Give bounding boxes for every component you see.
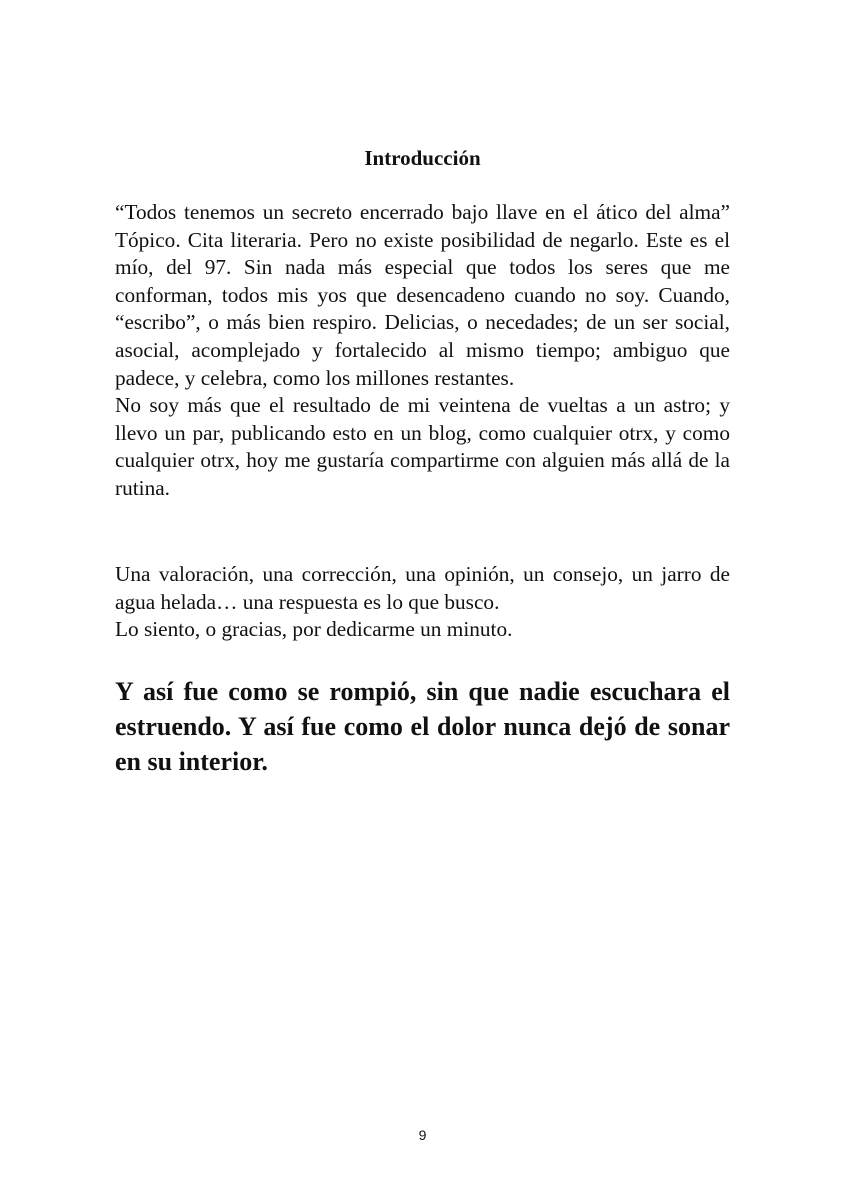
closing-statement: Y así fue como se rompió, sin que nadie escuchara el estruendo. Y así fue como el dolor nunca dejó de sonar en su interior. (115, 677, 730, 776)
intro-section (115, 199, 730, 503)
intro-paragraph: No soy más que el resultado de mi veintena de vueltas a un astro; y llevo un par, publicando esto en un blog, como cualquier otrx, y como cualquier otrx, hoy me gustaría compartirme con alguien más allá de la rutina. (115, 393, 730, 500)
intro-paragraph: “Todos tenemos un secreto encerrado bajo llave en el ático del alma” Tópico. Cita literaria. Pero no existe posibilidad de negarlo. Este es el mío, del 97. Sin nada más especial que todos los seres que me conforman, todos mis yos que desencadeno cuando no soy. Cuando, “escribo”, o más bien respiro. Delicias, o necedades; de un ser social, asocial, acomplejado y fortalecido al mismo tiempo; ambiguo que padece, y celebra, como los millones restantes. (115, 200, 730, 390)
page-title: Introducción (364, 146, 481, 170)
request-section (115, 561, 730, 644)
request-paragraph: Una valoración, una corrección, una opinión, un consejo, un jarro de agua helada… una respuesta es lo que busco. (115, 562, 730, 614)
page-number: 9 (418, 1127, 427, 1143)
request-paragraph: Lo siento, o gracias, por dedicarme un minuto. (115, 617, 513, 642)
